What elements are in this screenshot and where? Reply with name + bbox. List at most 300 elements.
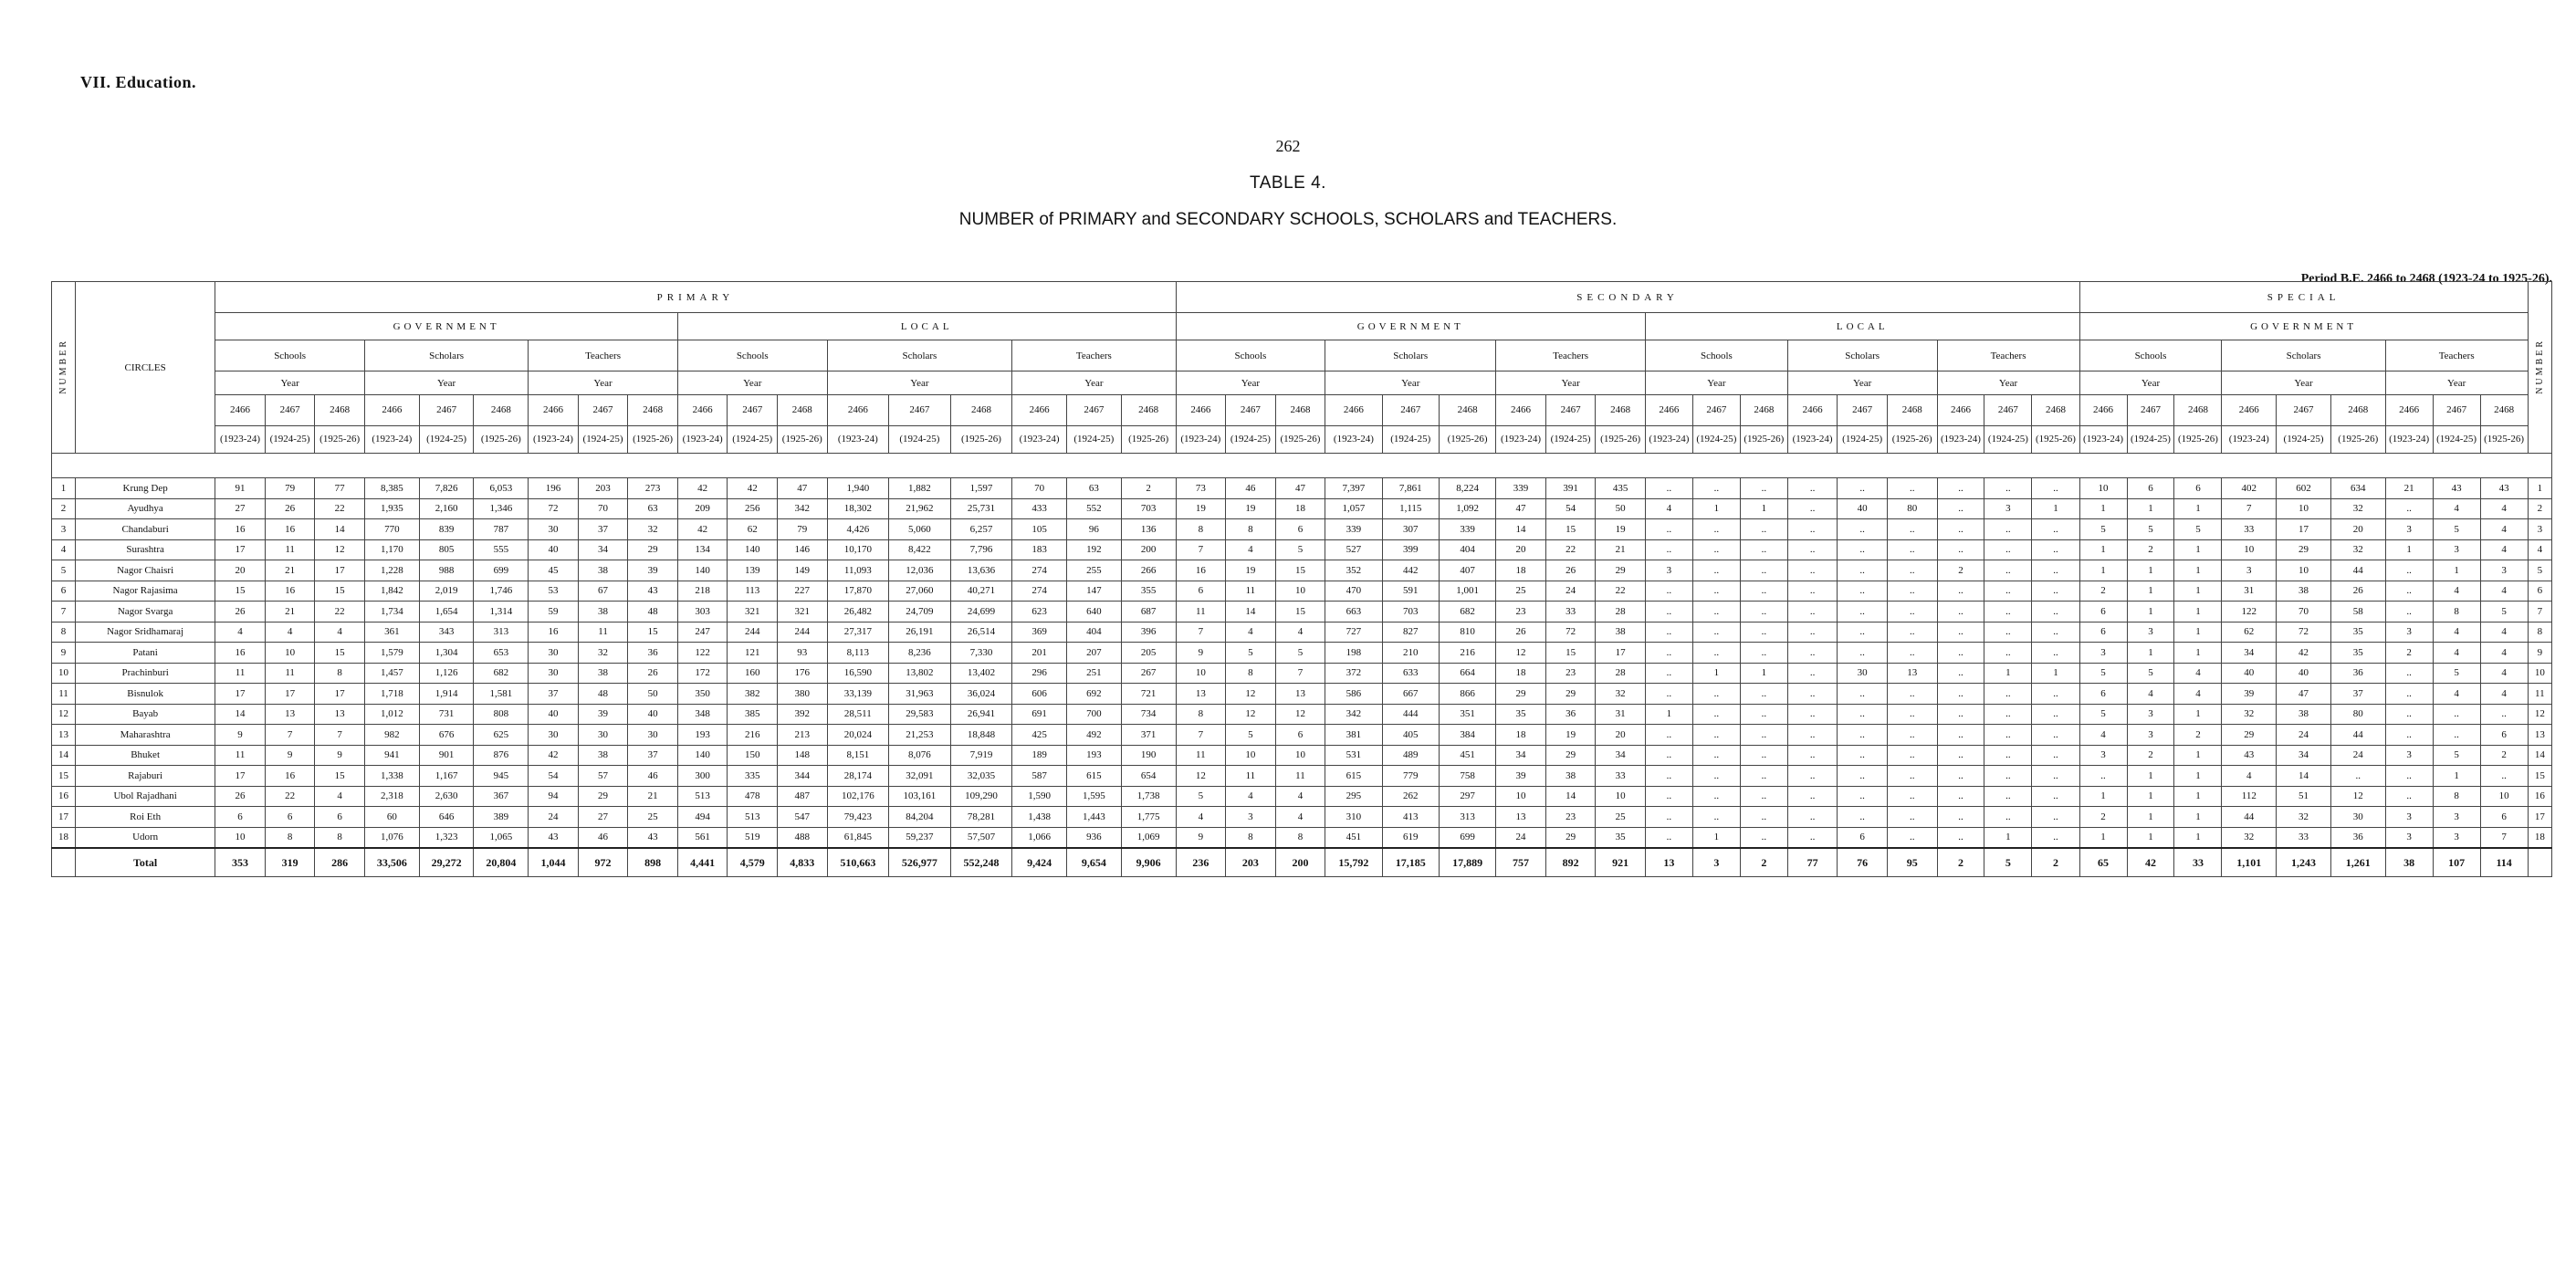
table-cell: 451 [1325, 827, 1382, 848]
year-number-header: 2468 [1439, 395, 1495, 426]
table-cell: .. [2385, 704, 2433, 725]
table-cell: 619 [1382, 827, 1439, 848]
year-range-header: (1925-26) [2174, 426, 2222, 454]
total-cell: 95 [1887, 848, 1937, 877]
table-cell: 16 [215, 519, 266, 540]
year-header: Year [1937, 371, 2079, 395]
table-cell: 39 [2222, 684, 2277, 705]
table-cell: 8 [265, 827, 315, 848]
total-cell: 526,977 [889, 848, 951, 877]
table-cell: 399 [1382, 539, 1439, 560]
table-cell: 201 [1012, 643, 1067, 664]
table-cell: 392 [778, 704, 828, 725]
table-cell: 26,941 [950, 704, 1012, 725]
page-number: 262 [1275, 137, 1301, 155]
table-cell: 16,590 [827, 663, 889, 684]
table-cell: 2 [2127, 539, 2174, 560]
table-cell: 307 [1382, 519, 1439, 540]
table-cell: .. [1645, 684, 1692, 705]
table-cell: 26 [265, 498, 315, 519]
year-range-header: (1924-25) [2277, 426, 2331, 454]
table-cell: 1 [1692, 498, 1740, 519]
table-cell: 11 [265, 663, 315, 684]
total-cell: 892 [1545, 848, 1596, 877]
table-cell: 172 [677, 663, 728, 684]
table-cell: 36,024 [950, 684, 1012, 705]
table-cell: 12 [315, 539, 365, 560]
table-cell: 7,861 [1382, 478, 1439, 499]
row-number: 2 [52, 498, 76, 519]
table-cell: 33 [1545, 602, 1596, 623]
table-cell: .. [2032, 745, 2079, 766]
year-number-header: 2467 [265, 395, 315, 426]
table-cell: 70 [578, 498, 628, 519]
year-range-header: (1925-26) [950, 426, 1012, 454]
table-cell: 7 [1176, 539, 1226, 560]
table-cell: 664 [1439, 663, 1495, 684]
table-cell: 23 [1545, 663, 1596, 684]
table-cell: 513 [677, 786, 728, 807]
table-cell: 32 [628, 519, 678, 540]
table-cell: 30 [529, 663, 579, 684]
table-cell: 42 [2277, 643, 2331, 664]
year-number-header: 2466 [364, 395, 419, 426]
table-cell: 35 [2330, 643, 2385, 664]
table-cell: 1 [2079, 560, 2127, 581]
table-cell: .. [1740, 478, 1787, 499]
year-number-header: 2466 [1645, 395, 1692, 426]
table-cell: .. [1787, 807, 1838, 828]
table-cell: 945 [474, 766, 529, 787]
table-cell: 1,718 [364, 684, 419, 705]
table-cell: 1 [2127, 766, 2174, 787]
table-cell: 1 [1645, 704, 1692, 725]
table-cell: 200 [1121, 539, 1176, 560]
table-cell: 676 [419, 725, 474, 746]
table-cell: 7 [1176, 725, 1226, 746]
year-range-header: (1924-25) [265, 426, 315, 454]
table-cell: 39 [1496, 766, 1546, 787]
table-cell: 5,060 [889, 519, 951, 540]
table-cell: 810 [1439, 622, 1495, 643]
total-cell: 15,792 [1325, 848, 1382, 877]
row-number: 12 [52, 704, 76, 725]
table-cell: 295 [1325, 786, 1382, 807]
total-cell: 510,663 [827, 848, 889, 877]
table-cell: .. [1740, 560, 1787, 581]
table-cell: 1,057 [1325, 498, 1382, 519]
table-cell: 18 [1496, 725, 1546, 746]
table-cell: .. [2385, 684, 2433, 705]
circle-name: Surashtra [75, 539, 215, 560]
number-header-right: NUMBER [2528, 282, 2551, 454]
table-cell: .. [1887, 786, 1937, 807]
table-cell: 32 [2330, 498, 2385, 519]
table-row [52, 581, 2552, 602]
table-cell: 210 [1382, 643, 1439, 664]
table-cell: 4,426 [827, 519, 889, 540]
table-cell: .. [2385, 786, 2433, 807]
table-cell: 2,318 [364, 786, 419, 807]
table-cell: 20 [1496, 539, 1546, 560]
row-number-right: 5 [2528, 560, 2551, 581]
table-cell: 6 [2079, 684, 2127, 705]
table-cell: .. [1692, 786, 1740, 807]
total-cell: 236 [1176, 848, 1226, 877]
table-cell: 176 [778, 663, 828, 684]
table-cell: 6 [2480, 725, 2528, 746]
table-cell: 29 [1545, 745, 1596, 766]
table-cell: 43 [2433, 478, 2480, 499]
table-cell: 29 [1545, 684, 1596, 705]
table-cell: 30 [529, 519, 579, 540]
table-cell: 42 [529, 745, 579, 766]
table-cell: 46 [578, 827, 628, 848]
row-number: 16 [52, 786, 76, 807]
table-cell: 2 [2079, 581, 2127, 602]
circle-name: Nagor Rajasima [75, 581, 215, 602]
table-cell: 15 [215, 581, 266, 602]
row-number-right: 15 [2528, 766, 2551, 787]
table-cell: 72 [2277, 622, 2331, 643]
table-cell: 77 [315, 478, 365, 499]
table-cell: 29 [578, 786, 628, 807]
table-cell: 17 [215, 684, 266, 705]
table-cell: .. [1937, 807, 1984, 828]
table-cell: 2 [2480, 745, 2528, 766]
table-cell: 51 [2277, 786, 2331, 807]
table-cell: 2,019 [419, 581, 474, 602]
table-cell: .. [1787, 704, 1838, 725]
table-cell: 413 [1382, 807, 1439, 828]
table-cell: 24 [1545, 581, 1596, 602]
table-cell: .. [2480, 766, 2528, 787]
table-cell: 355 [1121, 581, 1176, 602]
table-cell: 136 [1121, 519, 1176, 540]
table-cell: 352 [1325, 560, 1382, 581]
table-cell: 381 [1325, 725, 1382, 746]
table-cell: 94 [529, 786, 579, 807]
year-range-header: (1925-26) [2330, 426, 2385, 454]
table-cell: .. [1838, 643, 1888, 664]
total-cell: 77 [1787, 848, 1838, 877]
table-cell: 1,457 [364, 663, 419, 684]
table-cell: 9 [1176, 827, 1226, 848]
table-cell: 8,151 [827, 745, 889, 766]
table-cell: 16 [265, 581, 315, 602]
total-cell: 319 [265, 848, 315, 877]
table-row [52, 622, 2552, 643]
table-cell: 703 [1382, 602, 1439, 623]
table-row [52, 704, 2552, 725]
table-cell: 38 [578, 663, 628, 684]
table-cell: 20 [215, 560, 266, 581]
table-cell: 1 [2174, 539, 2222, 560]
table-cell: 17 [1596, 643, 1646, 664]
table-cell: 8 [1275, 827, 1325, 848]
schools-header: Schools [2079, 340, 2222, 371]
table-cell: 6 [2174, 478, 2222, 499]
table-cell: .. [1984, 602, 2032, 623]
circle-name: Bisnulok [75, 684, 215, 705]
table-cell: .. [1984, 684, 2032, 705]
table-cell: 5 [2079, 663, 2127, 684]
table-cell: 35 [1596, 827, 1646, 848]
table-cell: 43 [2222, 745, 2277, 766]
table-cell: 17 [215, 766, 266, 787]
table-cell: 244 [778, 622, 828, 643]
table-cell: 40 [1838, 498, 1888, 519]
table-cell: 1 [2127, 643, 2174, 664]
table-cell: .. [1645, 827, 1692, 848]
table-cell: 8,236 [889, 643, 951, 664]
table-cell: .. [1984, 704, 2032, 725]
table-cell: .. [1787, 581, 1838, 602]
table-cell: 47 [778, 478, 828, 499]
empty-cell [2528, 848, 2551, 877]
table-cell: 43 [2480, 478, 2528, 499]
table-cell: 1 [2032, 663, 2079, 684]
table-cell: 13 [1887, 663, 1937, 684]
table-cell: 54 [1545, 498, 1596, 519]
table-cell: .. [1740, 704, 1787, 725]
table-cell: 32,035 [950, 766, 1012, 787]
row-number: 8 [52, 622, 76, 643]
table-cell: 36 [2330, 827, 2385, 848]
row-number-right: 6 [2528, 581, 2551, 602]
special-header: SPECIAL [2079, 282, 2528, 313]
table-cell: 32,091 [889, 766, 951, 787]
table-cell: 122 [2222, 602, 2277, 623]
year-header: Year [1645, 371, 1787, 395]
table-cell: 17 [315, 560, 365, 581]
table-cell: .. [1887, 725, 1937, 746]
table-cell: 30 [529, 725, 579, 746]
table-cell: 13,402 [950, 663, 1012, 684]
table-cell: 40 [529, 704, 579, 725]
table-cell: 699 [1439, 827, 1495, 848]
table-cell: 1,842 [364, 581, 419, 602]
table-cell: .. [1887, 478, 1937, 499]
year-range-header: (1924-25) [1066, 426, 1121, 454]
table-cell: .. [1984, 519, 2032, 540]
table-cell: .. [1984, 643, 2032, 664]
year-number-header: 2468 [2480, 395, 2528, 426]
table-cell: .. [1645, 602, 1692, 623]
table-title: NUMBER of PRIMARY and SECONDARY SCHOOLS, SCHOLARS and TEACHERS. [958, 210, 1618, 229]
table-cell: 7,397 [1325, 478, 1382, 499]
table-cell: 335 [728, 766, 778, 787]
table-cell: .. [1740, 602, 1787, 623]
table-cell: 7 [315, 725, 365, 746]
table-cell: 44 [2330, 725, 2385, 746]
table-cell: 255 [1066, 560, 1121, 581]
table-row [52, 766, 2552, 787]
table-cell: 93 [778, 643, 828, 664]
table-cell: 149 [778, 560, 828, 581]
table-cell: 2 [2079, 807, 2127, 828]
table-row [52, 745, 2552, 766]
table-cell: 190 [1121, 745, 1176, 766]
year-range-header: (1923-24) [1012, 426, 1067, 454]
table-cell: 27 [578, 807, 628, 828]
table-cell: 26,514 [950, 622, 1012, 643]
table-cell: 8 [1226, 827, 1276, 848]
year-range-header: (1923-24) [1937, 426, 1984, 454]
table-cell: 1,654 [419, 602, 474, 623]
table-cell: .. [1645, 766, 1692, 787]
table-cell: 5 [1275, 643, 1325, 664]
table-cell: 63 [1066, 478, 1121, 499]
table-cell: 5 [1226, 725, 1276, 746]
total-cell: 203 [1226, 848, 1276, 877]
table-cell: 3 [2385, 622, 2433, 643]
table-cell: 1 [2174, 704, 2222, 725]
table-cell: 6 [265, 807, 315, 828]
total-cell: 33 [2174, 848, 2222, 877]
total-cell: 757 [1496, 848, 1546, 877]
table-cell: 547 [778, 807, 828, 828]
table-cell: 15 [1545, 519, 1596, 540]
table-cell: 30 [628, 725, 678, 746]
table-cell: 5 [2079, 704, 2127, 725]
row-number-right: 1 [2528, 478, 2551, 499]
table-cell: 1 [2127, 786, 2174, 807]
circle-name: Chandaburi [75, 519, 215, 540]
table-cell: 487 [778, 786, 828, 807]
table-cell: 1,012 [364, 704, 419, 725]
table-cell: 451 [1439, 745, 1495, 766]
table-cell: 140 [728, 539, 778, 560]
table-cell: 11 [1226, 766, 1276, 787]
year-range-header: (1925-26) [1439, 426, 1495, 454]
teachers-header: Teachers [1496, 340, 1646, 371]
year-header: Year [2222, 371, 2385, 395]
table-cell: 10 [1226, 745, 1276, 766]
table-cell: .. [1692, 704, 1740, 725]
table-cell: 63 [628, 498, 678, 519]
table-cell: 591 [1382, 581, 1439, 602]
table-cell: 4 [1176, 807, 1226, 828]
table-cell: .. [1984, 766, 2032, 787]
table-cell: 4 [2480, 519, 2528, 540]
table-cell: 44 [2222, 807, 2277, 828]
table-cell: 22 [315, 602, 365, 623]
table-cell: 4 [2079, 725, 2127, 746]
table-cell: .. [1787, 498, 1838, 519]
table-cell: 14 [315, 519, 365, 540]
table-cell: 552 [1066, 498, 1121, 519]
table-cell: .. [2433, 725, 2480, 746]
table-cell: 10 [1275, 745, 1325, 766]
total-cell: 107 [2433, 848, 2480, 877]
total-cell: 33,506 [364, 848, 419, 877]
table-cell: 367 [474, 786, 529, 807]
row-number-right: 3 [2528, 519, 2551, 540]
total-cell: 20,804 [474, 848, 529, 877]
year-number-header: 2466 [1787, 395, 1838, 426]
table-row [52, 786, 2552, 807]
schools-header: Schools [677, 340, 827, 371]
teachers-header: Teachers [1937, 340, 2079, 371]
table-cell: 35 [1496, 704, 1546, 725]
table-cell: 72 [1545, 622, 1596, 643]
table-cell: 10 [2222, 539, 2277, 560]
table-cell: 1,579 [364, 643, 419, 664]
year-number-header: 2468 [2032, 395, 2079, 426]
table-cell: 1 [2174, 643, 2222, 664]
table-cell: 19 [1226, 498, 1276, 519]
table-cell: 313 [1439, 807, 1495, 828]
table-cell: 1 [2174, 786, 2222, 807]
table-cell: 4 [315, 786, 365, 807]
year-header: Year [677, 371, 827, 395]
table-cell: 21 [265, 560, 315, 581]
table-cell: 37 [529, 684, 579, 705]
table-cell: 4 [2127, 684, 2174, 705]
scholars-header: Scholars [364, 340, 528, 371]
table-cell: 23 [1545, 807, 1596, 828]
table-cell: 19 [1596, 519, 1646, 540]
table-cell: .. [1787, 786, 1838, 807]
table-cell: 901 [419, 745, 474, 766]
table-cell: 160 [728, 663, 778, 684]
table-cell: .. [1937, 602, 1984, 623]
circle-name: Krung Dep [75, 478, 215, 499]
table-cell: 32 [1596, 684, 1646, 705]
table-cell: .. [1984, 478, 2032, 499]
row-number-right: 9 [2528, 643, 2551, 664]
table-cell: 1 [1740, 663, 1787, 684]
table-cell: 941 [364, 745, 419, 766]
table-cell: 16 [215, 643, 266, 664]
table-cell: 1,126 [419, 663, 474, 684]
table-cell: .. [1692, 766, 1740, 787]
table-cell: 26 [215, 602, 266, 623]
table-cell: 1 [2174, 807, 2222, 828]
table-cell: 1,304 [419, 643, 474, 664]
table-cell: 1 [2174, 827, 2222, 848]
year-range-header: (1925-26) [2480, 426, 2528, 454]
period-label: Period B.E. 2466 to 2468 (1923-24 to 1925-26). [2300, 272, 2552, 286]
table-cell: 80 [1887, 498, 1937, 519]
table-cell: 17,870 [827, 581, 889, 602]
table-cell: 8,113 [827, 643, 889, 664]
table-cell: 109,290 [950, 786, 1012, 807]
table-cell: 6 [1838, 827, 1888, 848]
table-cell: 5 [1176, 786, 1226, 807]
circle-name: Ayudhya [75, 498, 215, 519]
table-cell: 7 [1176, 622, 1226, 643]
table-cell: 3 [2385, 827, 2433, 848]
table-cell: .. [2032, 581, 2079, 602]
table-cell: 1,115 [1382, 498, 1439, 519]
table-cell: .. [1937, 539, 1984, 560]
table-cell: 348 [677, 704, 728, 725]
table-cell: 8 [1176, 519, 1226, 540]
table-cell: 29 [2277, 539, 2331, 560]
table-cell: 203 [578, 478, 628, 499]
table-cell: 43 [529, 827, 579, 848]
table-cell: 15 [1545, 643, 1596, 664]
table-cell: 14 [215, 704, 266, 725]
table-cell: 140 [677, 560, 728, 581]
table-cell: .. [1692, 725, 1740, 746]
year-range-header: (1923-24) [1176, 426, 1226, 454]
table-cell: .. [1838, 786, 1888, 807]
table-cell: 1,914 [419, 684, 474, 705]
table-cell: 70 [2277, 602, 2331, 623]
